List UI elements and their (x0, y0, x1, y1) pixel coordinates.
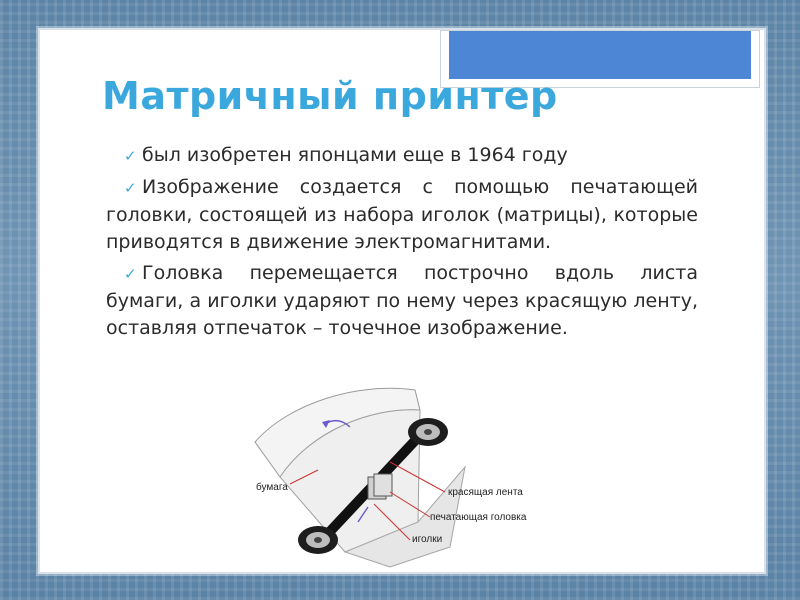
bullet-text: Головка перемещается построчно вдоль листа бумаги, а иголки ударяют по нему через красящую ленту, оставляя отпечаток – точечное изображение. (106, 262, 698, 339)
print-head (368, 474, 392, 499)
accent-fill (449, 31, 751, 79)
spool-bottom (298, 526, 338, 554)
label-paper: бумага (256, 482, 288, 493)
spool-top (408, 418, 448, 446)
bullet-item (106, 174, 698, 256)
checkmark-icon: ✓ (124, 147, 137, 165)
checkmark-icon: ✓ (124, 265, 137, 283)
label-ribbon: красящая лента (448, 487, 523, 498)
bullet-text: Изображение создается с помощью печатающей головки, состоящей из набора иголок (матрицы), которые приводятся в движение электромагнитами. (106, 176, 698, 253)
bullet-item (106, 260, 698, 342)
label-needles: иголки (412, 534, 443, 545)
bullet-text: был изобретен японцами еще в 1964 году (142, 144, 568, 166)
printer-diagram (250, 382, 550, 572)
bullet-item (106, 142, 698, 170)
label-print-head: печатающая головка (430, 512, 527, 523)
slide-title: Матричный принтер (102, 74, 558, 118)
bullet-list (106, 142, 698, 346)
checkmark-icon: ✓ (124, 179, 137, 197)
